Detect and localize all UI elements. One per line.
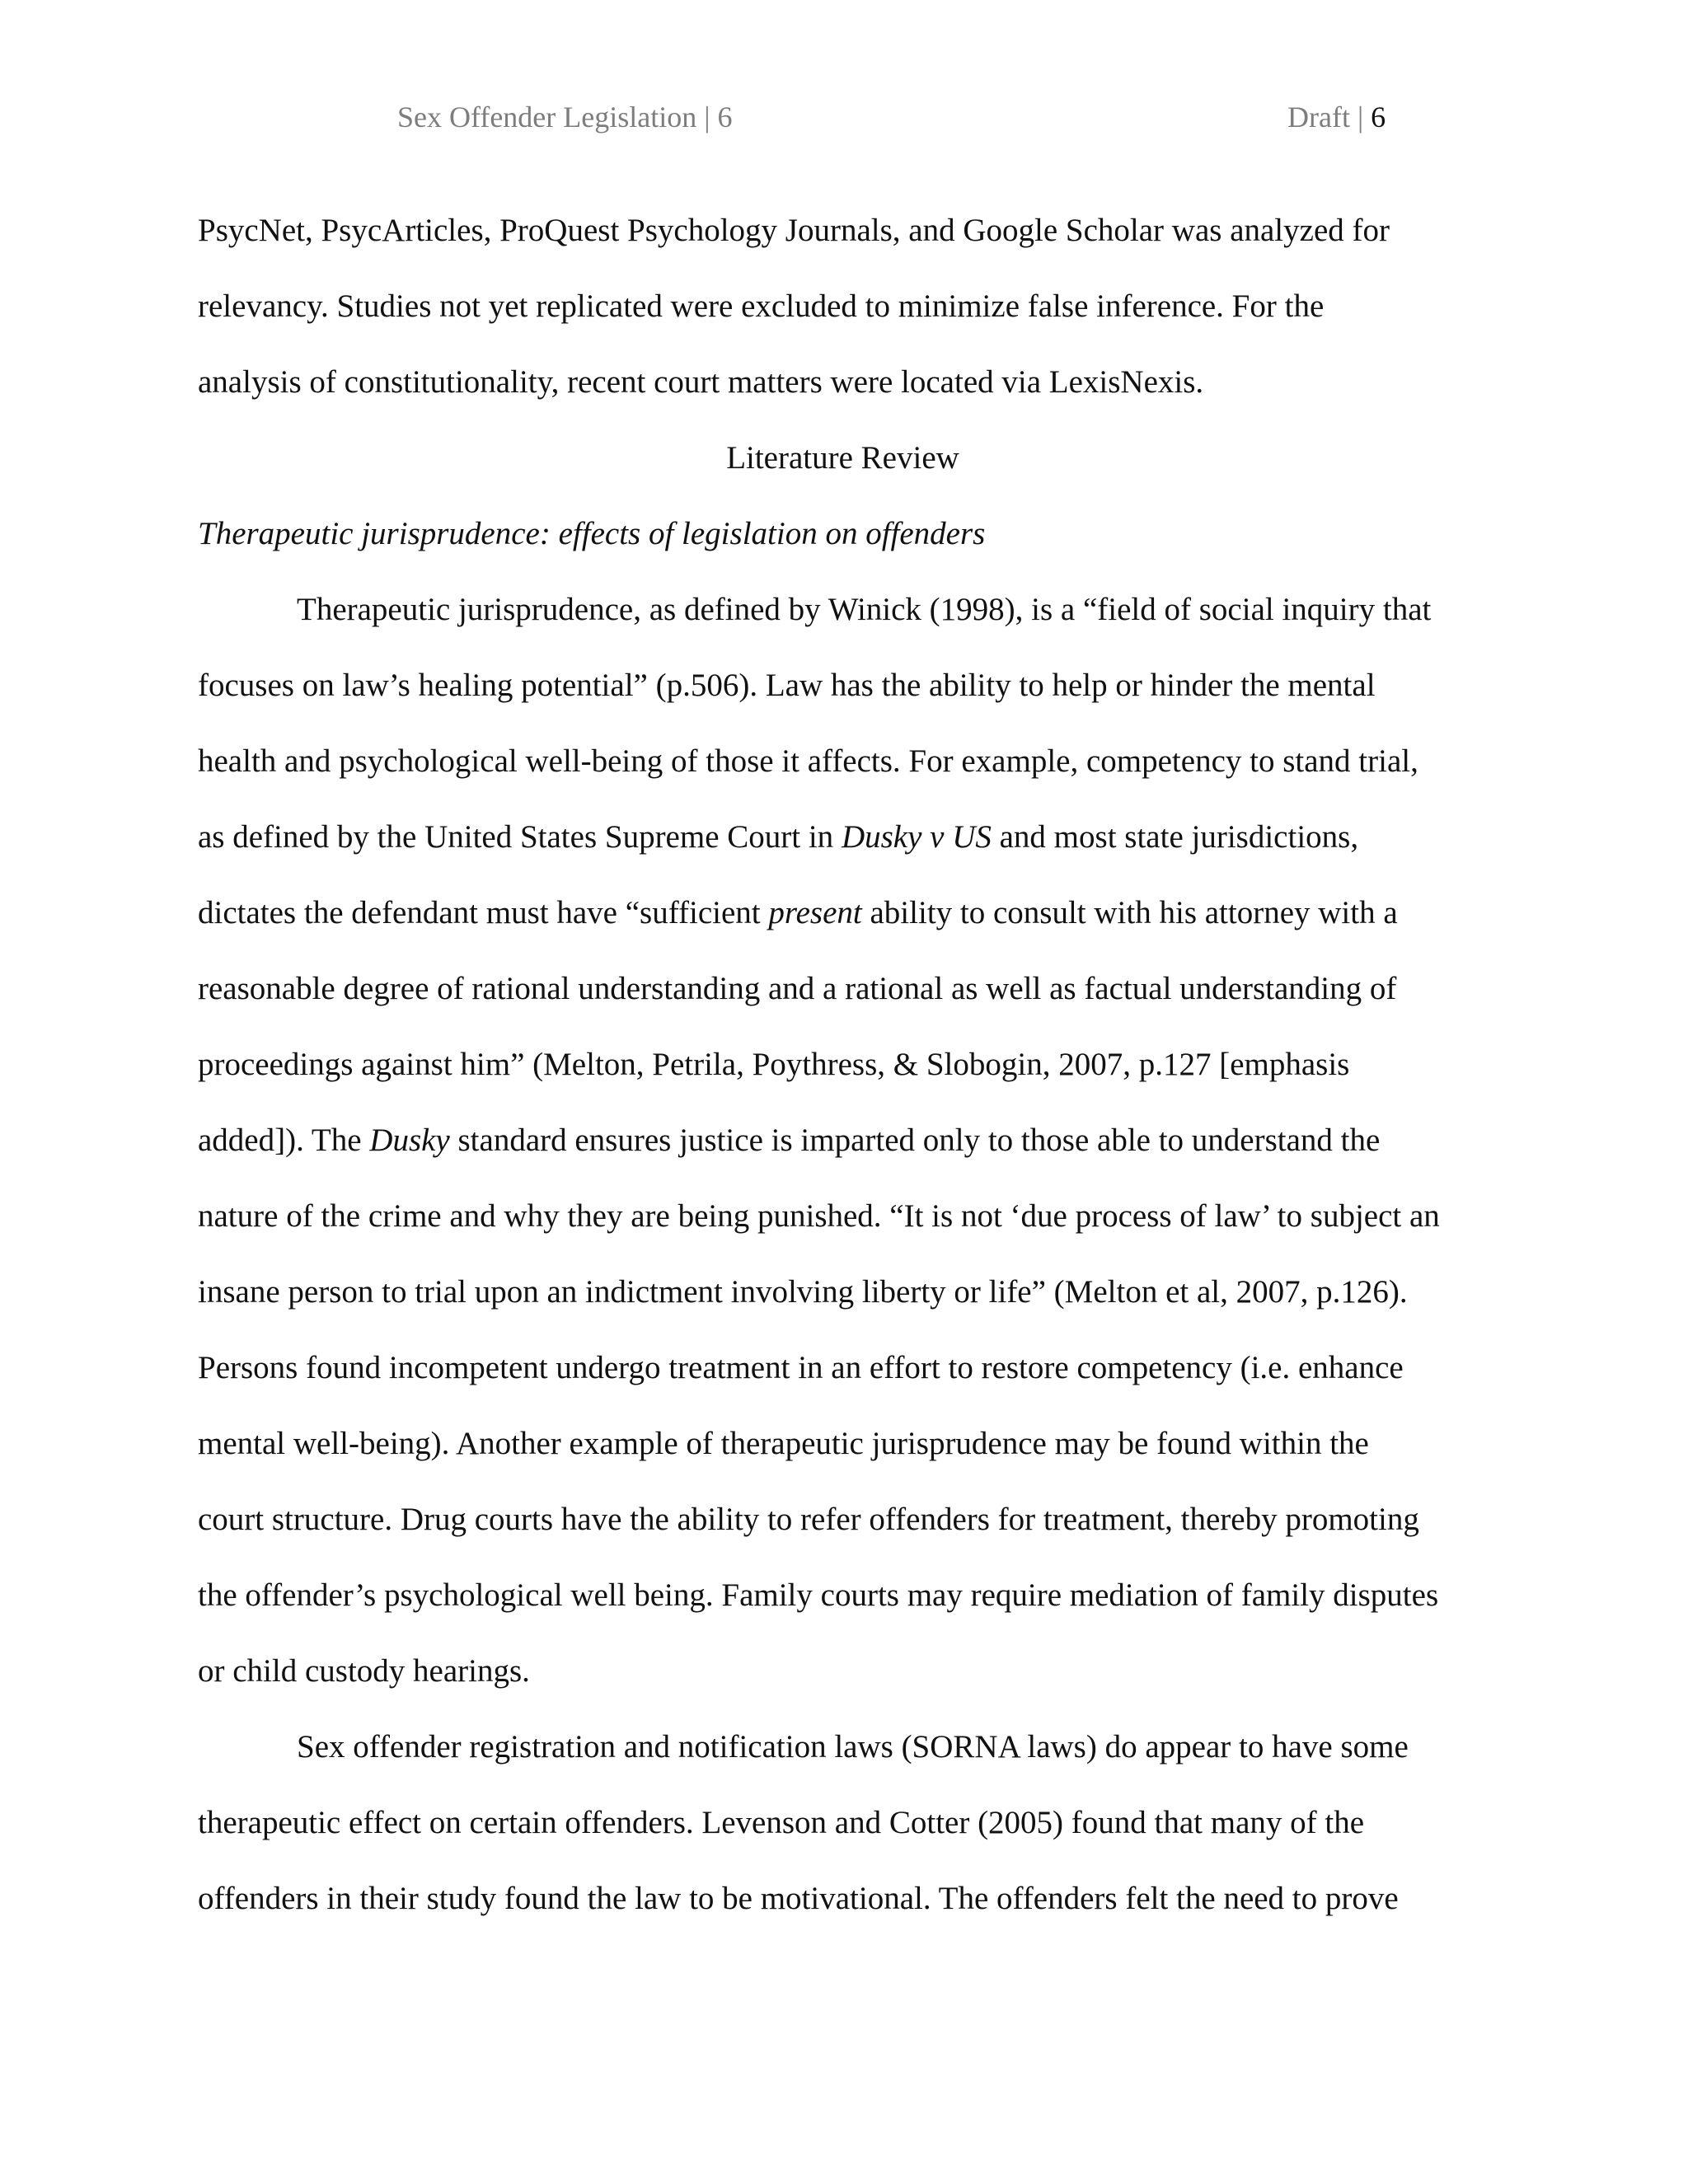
text-segment: dictates the defendant must have “sufficient bbox=[198, 895, 769, 930]
text-line: nature of the crime and why they are being punished. “It is not ‘due process of law’ to subject an bbox=[198, 1198, 1440, 1234]
section-heading: Literature Review bbox=[726, 440, 959, 476]
text-segment: as defined by the United States Supreme Court in bbox=[198, 819, 842, 855]
text-segment: and most state jurisdictions, bbox=[991, 819, 1359, 855]
subsection-heading: Therapeutic jurisprudence: effects of legislation on offenders bbox=[198, 516, 986, 551]
text-line: the offender’s psychological well being. Family courts may require mediation of family disputes bbox=[198, 1577, 1439, 1613]
text-segment: added]). The bbox=[198, 1122, 370, 1158]
text-line bbox=[198, 1103, 1517, 1179]
text-line: focuses on law’s healing potential” (p.506). Law has the ability to help or hinder the mental bbox=[198, 668, 1376, 703]
text-line: Persons found incompetent undergo treatment in an effort to restore competency (i.e. enhance bbox=[198, 1350, 1404, 1385]
page-number: 6 bbox=[1371, 101, 1386, 134]
text-line: or child custody hearings. bbox=[198, 1653, 530, 1689]
text-segment: ability to consult with his attorney with a bbox=[861, 895, 1398, 930]
text-segment: standard ensures justice is imparted only to those able to understand the bbox=[449, 1122, 1381, 1158]
text-line: reasonable degree of rational understanding and a rational as well as factual understanding of bbox=[198, 971, 1397, 1006]
text-line bbox=[198, 875, 1517, 951]
text-line: health and psychological well-being of those it affects. For example, competency to stand trial, bbox=[198, 743, 1418, 779]
document-body bbox=[198, 193, 1517, 1937]
text-line bbox=[198, 799, 1517, 875]
case-name: Dusky v US bbox=[841, 819, 992, 855]
paragraph-first-line: Therapeutic jurisprudence, as defined by Winick (1998), is a “field of social inquiry that bbox=[297, 592, 1432, 627]
text-line: relevancy. Studies not yet replicated were excluded to minimize false inference. For the bbox=[198, 288, 1325, 324]
text-line: PsycNet, PsycArticles, ProQuest Psychology Journals, and Google Scholar was analyzed for bbox=[198, 213, 1390, 248]
text-line: insane person to trial upon an indictment involving liberty or life” (Melton et al, 2007, p.126). bbox=[198, 1274, 1408, 1310]
case-name: Dusky bbox=[369, 1122, 450, 1158]
text-line: therapeutic effect on certain offenders. Levenson and Cotter (2005) found that many of the bbox=[198, 1805, 1365, 1840]
text-line: analysis of constitutionality, recent court matters were located via LexisNexis. bbox=[198, 364, 1204, 400]
emphasis-word: present bbox=[768, 895, 862, 930]
text-line: mental well-being). Another example of therapeutic jurisprudence may be found within the bbox=[198, 1426, 1369, 1461]
running-header: Sex Offender Legislation | 6 bbox=[397, 101, 733, 134]
draft-header bbox=[1287, 97, 1386, 137]
paragraph-first-line: Sex offender registration and notification laws (SORNA laws) do appear to have some bbox=[297, 1729, 1409, 1765]
text-line: court structure. Drug courts have the ability to refer offenders for treatment, thereby promoting bbox=[198, 1502, 1419, 1537]
text-line: offenders in their study found the law to be motivational. The offenders felt the need to prove bbox=[198, 1881, 1399, 1916]
draft-label: Draft | bbox=[1287, 101, 1364, 134]
text-line: proceedings against him” (Melton, Petrila, Poythress, & Slobogin, 2007, p.127 [emphasis bbox=[198, 1047, 1350, 1082]
